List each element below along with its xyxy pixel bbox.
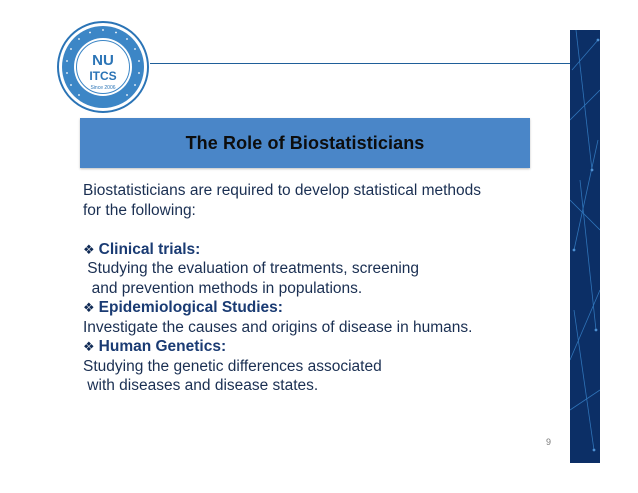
logo-text-itcs: ITCS (89, 69, 117, 83)
section-heading-clinical-trials (83, 240, 553, 260)
decorative-side-panel (570, 30, 600, 463)
intro-line-2: for the following: (83, 201, 196, 219)
section-heading-epidemiological-studies (83, 298, 553, 318)
diamond-bullet-icon: ❖ (83, 241, 95, 257)
section-text-line: Investigate the causes and origins of disease in humans. (83, 318, 473, 336)
section-heading-label: Human Genetics: (98, 338, 227, 355)
section-heading-label: Epidemiological Studies: (98, 299, 283, 316)
title-banner (80, 118, 530, 168)
page-number: 9 (546, 437, 552, 447)
section-text-line: and prevention methods in populations. (83, 279, 363, 297)
nu-itcs-logo (56, 20, 150, 114)
diamond-bullet-icon: ❖ (83, 339, 95, 354)
logo-text-nu: NU (92, 52, 114, 69)
spacer (83, 220, 553, 240)
slide-title: The Role of Biostatisticians (185, 132, 425, 153)
header-divider (150, 63, 570, 64)
section-heading-label: Clinical trials: (98, 240, 201, 258)
section-text-line: with diseases and disease states. (83, 377, 319, 394)
section-text-line: Studying the evaluation of treatments, screening (83, 260, 420, 277)
section-heading-human-genetics (83, 337, 553, 357)
slide-body (83, 181, 553, 396)
intro-line-1: Biostatisticians are required to develop statistical methods (83, 182, 482, 199)
section-text-line: Studying the genetic differences associated (83, 357, 382, 375)
diamond-bullet-icon: ❖ (83, 300, 95, 315)
logo-text-since: Since 2006 (90, 85, 116, 91)
